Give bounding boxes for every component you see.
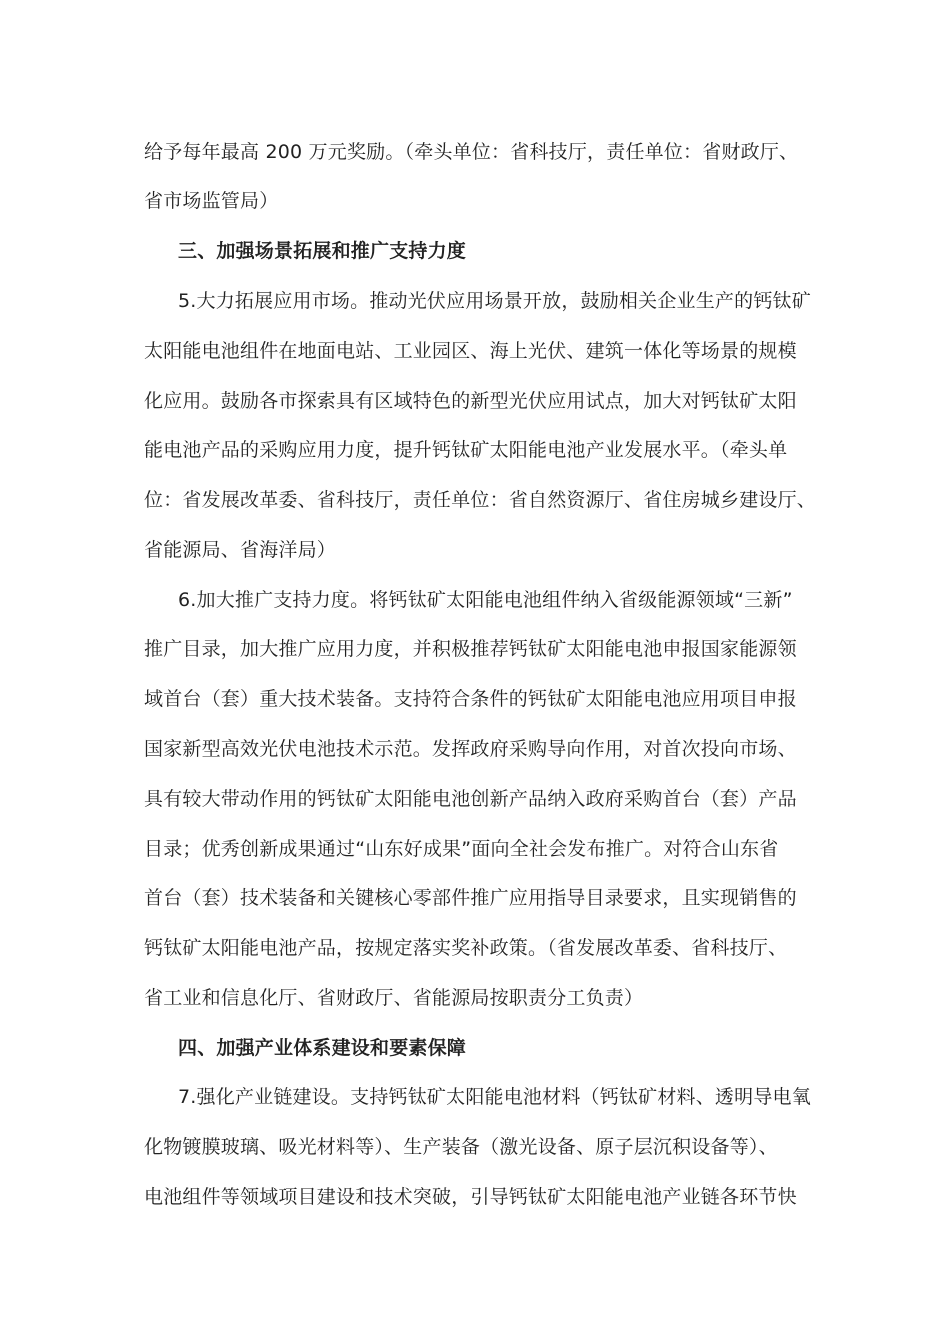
text-line: 太阳能电池组件在地面电站、工业园区、海上光伏、建筑一体化等场景的规模 — [144, 340, 797, 362]
text-line: 化物镀膜玻璃、吸光材料等）、生产装备（激光设备、原子层沉积设备等）、 — [144, 1136, 778, 1158]
section-heading: 三、加强场景拓展和推广支持力度 — [178, 240, 467, 262]
text-line: 给予每年最高 200 万元奖励。（牵头单位：省科技厅，责任单位：省财政厅、 — [144, 141, 799, 163]
text-line: 位：省发展改革委、省科技厅，责任单位：省自然资源厅、省住房城乡建设厅、 — [144, 489, 817, 511]
text-line: 域首台（套）重大技术装备。支持符合条件的钙钛矿太阳能电池应用项目申报 — [144, 688, 797, 710]
text-line: 目录；优秀创新成果通过“山东好成果”面向全社会发布推广。对符合山东省 — [144, 838, 779, 860]
text-line: 省工业和信息化厅、省财政厅、省能源局按职责分工负责） — [144, 987, 644, 1009]
text-line: 钙钛矿太阳能电池产品，按规定落实奖补政策。（省发展改革委、省科技厅、 — [144, 937, 788, 959]
paragraph-start: 5.大力拓展应用市场。推动光伏应用场景开放，鼓励相关企业生产的钙钛矿 — [178, 290, 811, 312]
text-line: 首台（套）技术装备和关键核心零部件推广应用指导目录要求，且实现销售的 — [144, 887, 797, 909]
text-line: 化应用。鼓励各市探索具有区域特色的新型光伏应用试点，加大对钙钛矿太阳 — [144, 390, 797, 412]
paragraph-start: 6.加大推广支持力度。将钙钛矿太阳能电池组件纳入省级能源领域“三新” — [178, 589, 793, 611]
paragraph-start: 7.强化产业链建设。支持钙钛矿太阳能电池材料（钙钛矿材料、透明导电氧 — [178, 1086, 811, 1108]
text-line: 省市场监管局） — [144, 190, 279, 212]
text-line: 电池组件等领域项目建设和技术突破，引导钙钛矿太阳能电池产业链各环节快 — [144, 1186, 797, 1208]
section-heading: 四、加强产业体系建设和要素保障 — [178, 1037, 467, 1059]
text-line: 能电池产品的采购应用力度，提升钙钛矿太阳能电池产业发展水平。（牵头单 — [144, 439, 788, 461]
text-line: 国家新型高效光伏电池技术示范。发挥政府采购导向作用，对首次投向市场、 — [144, 738, 797, 760]
text-line: 具有较大带动作用的钙钛矿太阳能电池创新产品纳入政府采购首台（套）产品 — [144, 788, 797, 810]
text-line: 推广目录，加大推广应用力度，并积极推荐钙钛矿太阳能电池申报国家能源领 — [144, 638, 797, 660]
text-line: 省能源局、省海洋局） — [144, 539, 337, 561]
